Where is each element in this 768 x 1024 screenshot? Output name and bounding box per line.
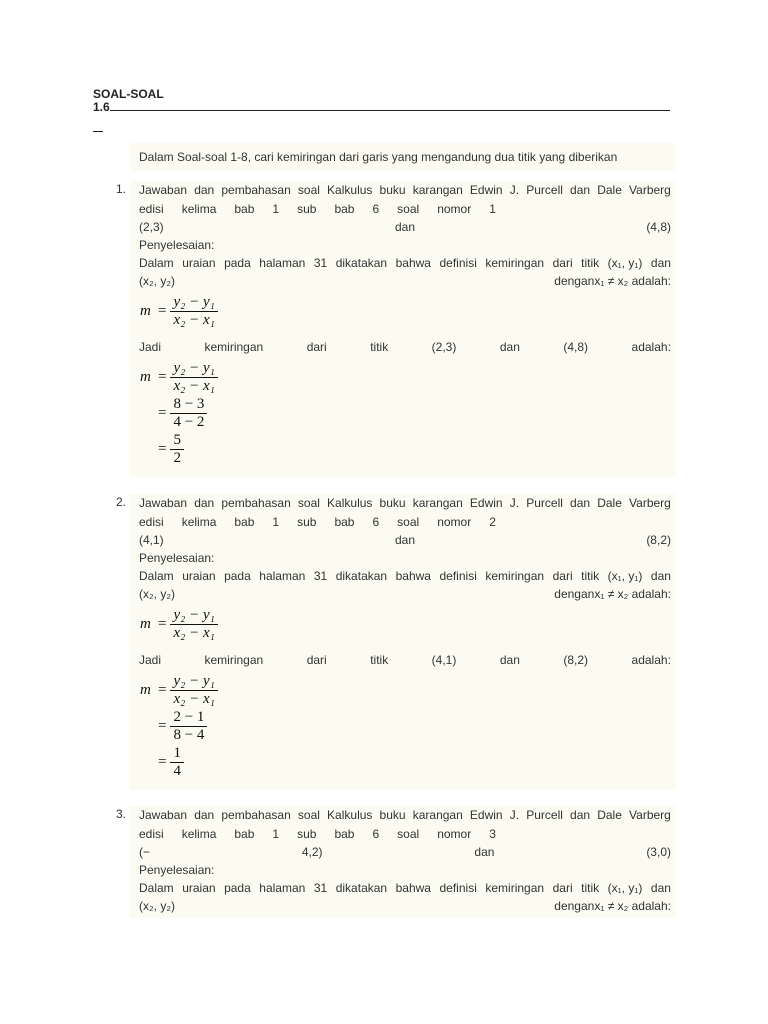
text-word: dikatakan — [335, 569, 388, 583]
equation-row — [140, 744, 218, 780]
text-word: dari — [306, 653, 327, 667]
text-word: Dale — [597, 808, 622, 822]
text-word: 8 − 3 — [170, 396, 207, 414]
text-word: (x₂, y₂) — [139, 899, 175, 913]
text-word: 1 — [272, 515, 280, 529]
text-word: kemiringan — [204, 340, 264, 354]
text-word: dan — [194, 496, 215, 510]
reference-line-2 — [139, 826, 496, 842]
text-word: dan — [650, 881, 671, 895]
points-line — [139, 844, 671, 860]
equation-row — [140, 708, 218, 744]
text-word: Edwin — [469, 808, 503, 822]
slope-calculation — [140, 672, 218, 780]
text-word: denganx₁ ≠ x₂ adalah: — [554, 587, 671, 601]
text-word: bab — [234, 515, 255, 529]
text-word: edisi — [139, 202, 164, 216]
text-word: Edwin — [469, 496, 503, 510]
point-2: (8,2) — [646, 533, 671, 547]
slope-formula — [140, 293, 218, 329]
text-word: Varberg — [629, 808, 671, 822]
text-word: sub — [297, 827, 317, 841]
problem-1 — [116, 181, 676, 477]
text-word: Varberg — [629, 496, 671, 510]
text-word: definisi — [439, 881, 477, 895]
text-word: karangan — [412, 496, 463, 510]
text-word: 1 — [489, 202, 496, 216]
text-word: bab — [334, 827, 355, 841]
text-word: dan — [194, 183, 215, 197]
text-word: m — [140, 615, 151, 632]
text-word: m — [140, 681, 151, 698]
definition-line-2 — [139, 586, 671, 602]
text-word: y₂ − y₁ — [170, 360, 217, 378]
text-word: soal — [397, 515, 420, 529]
text-word: dan — [650, 569, 671, 583]
text-word: kelima — [181, 202, 217, 216]
text-word: titik — [581, 256, 600, 270]
text-word: halaman — [259, 569, 306, 583]
text-word: uraian — [182, 256, 216, 270]
jadi-line — [139, 652, 671, 668]
text-word: halaman — [259, 256, 306, 270]
jadi-line — [139, 339, 671, 355]
fraction — [170, 396, 207, 431]
reference-line-2 — [139, 514, 496, 530]
reference-line-1 — [139, 182, 671, 198]
text-word: 31 — [313, 881, 328, 895]
text-word: kelima — [181, 515, 217, 529]
text-word: Kalkulus — [327, 496, 373, 510]
text-word: bab — [334, 515, 355, 529]
text-word: pada — [224, 569, 251, 583]
equation-row — [140, 293, 218, 329]
text-word: 31 — [313, 569, 328, 583]
text-word: J. — [509, 183, 520, 197]
fraction — [170, 607, 217, 642]
text-word: Jawaban — [139, 183, 188, 197]
text-word: 31 — [313, 256, 328, 270]
equals-sign: = — [158, 302, 167, 319]
text-word: sub — [297, 202, 317, 216]
text-word: m — [140, 368, 151, 385]
text-word: denganx₁ ≠ x₂ adalah: — [554, 899, 671, 913]
text-word: uraian — [182, 569, 216, 583]
equals-sign: = — [158, 368, 167, 385]
equation-row — [140, 359, 218, 395]
heading-title: SOAL-SOAL — [93, 87, 164, 101]
text-word: x₂ − x₁ — [173, 377, 215, 394]
text-word: x₂ − x₁ — [173, 690, 215, 707]
penyelesaian-label: Penyelesaian: — [139, 551, 215, 565]
text-word: Dalam — [139, 881, 174, 895]
text-word: Purcell — [526, 808, 563, 822]
section-number: 1.6 — [93, 100, 110, 114]
text-word: Kalkulus — [327, 183, 373, 197]
text-word: bahwa — [395, 881, 431, 895]
intro-text: Dalam Soal-soal 1-8, cari kemiringan dari garis yang mengandung dua titik yang diberikan — [139, 150, 618, 164]
text-word: dan — [570, 183, 591, 197]
text-word: Dalam — [139, 256, 174, 270]
text-word: Edwin — [469, 183, 503, 197]
text-word: titik — [370, 653, 389, 667]
point-1: (4,1) — [139, 533, 164, 547]
text-word: bab — [234, 827, 255, 841]
reference-line-1 — [139, 807, 671, 823]
definition-line-2 — [139, 898, 671, 914]
text-word: pada — [224, 256, 251, 270]
problem-number: 1. — [116, 182, 127, 196]
text-word: adalah: — [631, 340, 671, 354]
text-word: soal — [397, 202, 420, 216]
text-word: halaman — [259, 881, 306, 895]
text-word: uraian — [182, 881, 216, 895]
equals-sign: = — [158, 753, 167, 770]
text-word: definisi — [439, 569, 477, 583]
fraction — [170, 294, 217, 329]
text-word: 2 — [489, 515, 496, 529]
text-word: Purcell — [526, 183, 563, 197]
text-word: bahwa — [395, 256, 431, 270]
text-word: J. — [509, 808, 520, 822]
text-word: y₂ − y₁ — [170, 607, 217, 625]
points-line — [139, 219, 671, 235]
point-2: (3,0) — [646, 845, 671, 859]
text-word: kemiringan — [485, 881, 545, 895]
text-word: 6 — [372, 202, 380, 216]
text-word: pada — [224, 881, 251, 895]
text-word: dan — [394, 533, 416, 547]
text-word: pembahasan — [221, 183, 291, 197]
underline-rule — [110, 110, 670, 111]
result-numerator: 1 — [170, 745, 184, 763]
text-word: buku — [379, 808, 406, 822]
equals-sign: = — [158, 440, 167, 457]
fraction — [170, 745, 184, 780]
slope-calculation — [140, 359, 218, 467]
text-word: definisi — [439, 256, 477, 270]
text-word: dari — [552, 569, 573, 583]
text-word: y₂ − y₁ — [170, 673, 217, 691]
text-word: Purcell — [526, 496, 563, 510]
text-word: dikatakan — [335, 881, 388, 895]
text-word: nomor — [437, 515, 472, 529]
intro-box — [130, 143, 676, 171]
equals-sign: = — [158, 615, 167, 632]
text-word: Dalam — [139, 569, 174, 583]
text-word: x₂ − x₁ — [173, 624, 215, 641]
text-word: x₂ − x₁ — [173, 311, 215, 328]
text-word: bahwa — [395, 569, 431, 583]
problem-2 — [116, 494, 676, 790]
point-1-part-a: (− — [139, 845, 151, 859]
text-word: pembahasan — [221, 808, 291, 822]
equals-sign: = — [158, 681, 167, 698]
text-word: kemiringan — [204, 653, 264, 667]
text-word: dan — [499, 340, 520, 354]
text-word: Jawaban — [139, 496, 188, 510]
equation-row — [140, 395, 218, 431]
text-word: soal — [397, 827, 420, 841]
text-word: J. — [509, 496, 520, 510]
text-word: Jadi — [139, 340, 162, 354]
text-word: kemiringan — [485, 569, 545, 583]
text-word: dari — [306, 340, 327, 354]
point-1: (2,3) — [139, 220, 164, 234]
text-word: 2 − 1 — [170, 709, 207, 727]
text-word: dan — [394, 220, 416, 234]
text-word: kemiringan — [485, 256, 545, 270]
text-word: bab — [334, 202, 355, 216]
text-word: titik — [581, 881, 600, 895]
text-word: dari — [552, 881, 573, 895]
text-word: (x₁, y₁) — [607, 881, 643, 895]
text-word: (8,2) — [563, 653, 589, 667]
result-denominator: 4 — [173, 762, 181, 779]
text-word: Dale — [597, 496, 622, 510]
text-word: 6 — [372, 515, 380, 529]
text-word: (x₂, y₂) — [139, 587, 175, 601]
text-word: pembahasan — [221, 496, 291, 510]
text-word: titik — [370, 340, 389, 354]
equation-row — [140, 431, 218, 467]
text-word: kelima — [181, 827, 217, 841]
fraction — [170, 709, 207, 744]
equals-sign: = — [158, 717, 167, 734]
text-word: karangan — [412, 183, 463, 197]
equals-sign: = — [158, 404, 167, 421]
equation-row — [140, 606, 218, 642]
text-word: Varberg — [629, 183, 671, 197]
problem-number: 2. — [116, 495, 127, 509]
text-word: 3 — [489, 827, 496, 841]
text-word: soal — [297, 496, 320, 510]
definition-line — [139, 880, 671, 896]
text-word: edisi — [139, 827, 164, 841]
text-word: Jadi — [139, 653, 162, 667]
text-word: soal — [297, 808, 320, 822]
text-word: edisi — [139, 515, 164, 529]
definition-line — [139, 568, 671, 584]
text-word: adalah: — [631, 653, 671, 667]
text-word: Dale — [597, 183, 622, 197]
text-word: dan — [474, 845, 495, 859]
text-word: 1 — [272, 827, 280, 841]
equation-row — [140, 672, 218, 708]
penyelesaian-label: Penyelesaian: — [139, 863, 215, 877]
text-word: denganx₁ ≠ x₂ adalah: — [554, 274, 671, 288]
definition-line-2 — [139, 273, 671, 289]
text-word: buku — [379, 183, 406, 197]
text-word: Jawaban — [139, 808, 188, 822]
text-word: soal — [297, 183, 320, 197]
text-word: bab — [234, 202, 255, 216]
text-word: dari — [552, 256, 573, 270]
text-word: 8 − 4 — [173, 726, 205, 743]
text-word: (4,1) — [431, 653, 457, 667]
text-word: dan — [499, 653, 520, 667]
text-word: buku — [379, 496, 406, 510]
text-word: (2,3) — [431, 340, 457, 354]
fraction — [170, 360, 217, 395]
points-line — [139, 532, 671, 548]
text-word: karangan — [412, 808, 463, 822]
text-word: sub — [297, 515, 317, 529]
text-word: Kalkulus — [327, 808, 373, 822]
fraction — [170, 673, 217, 708]
fraction — [170, 432, 184, 467]
text-word: nomor — [437, 202, 472, 216]
reference-line-2 — [139, 201, 496, 217]
slope-formula — [140, 606, 218, 642]
text-word: titik — [581, 569, 600, 583]
text-word: 4 − 2 — [173, 413, 205, 430]
text-word: 6 — [372, 827, 380, 841]
text-word: dan — [570, 496, 591, 510]
text-word: (4,8) — [563, 340, 589, 354]
text-word: (x₁, y₁) — [607, 569, 643, 583]
problem-number: 3. — [116, 807, 127, 821]
text-word: 1 — [272, 202, 280, 216]
text-word: dan — [570, 808, 591, 822]
text-word: nomor — [437, 827, 472, 841]
text-word: dikatakan — [335, 256, 388, 270]
text-word: m — [140, 302, 151, 319]
penyelesaian-label: Penyelesaian: — [139, 238, 215, 252]
text-word: (x₁, y₁) — [607, 256, 643, 270]
text-word: dan — [194, 808, 215, 822]
text-word: dan — [650, 256, 671, 270]
text-word: (x₂, y₂) — [139, 274, 175, 288]
result-numerator: 5 — [170, 432, 184, 450]
point-2: (4,8) — [646, 220, 671, 234]
text-word: y₂ − y₁ — [170, 294, 217, 312]
point-1-part-b: 4,2) — [301, 845, 323, 859]
underline-rule-continuation — [93, 131, 103, 132]
result-denominator: 2 — [173, 449, 181, 466]
problem-3 — [116, 806, 676, 918]
reference-line-1 — [139, 495, 671, 511]
definition-line — [139, 255, 671, 271]
